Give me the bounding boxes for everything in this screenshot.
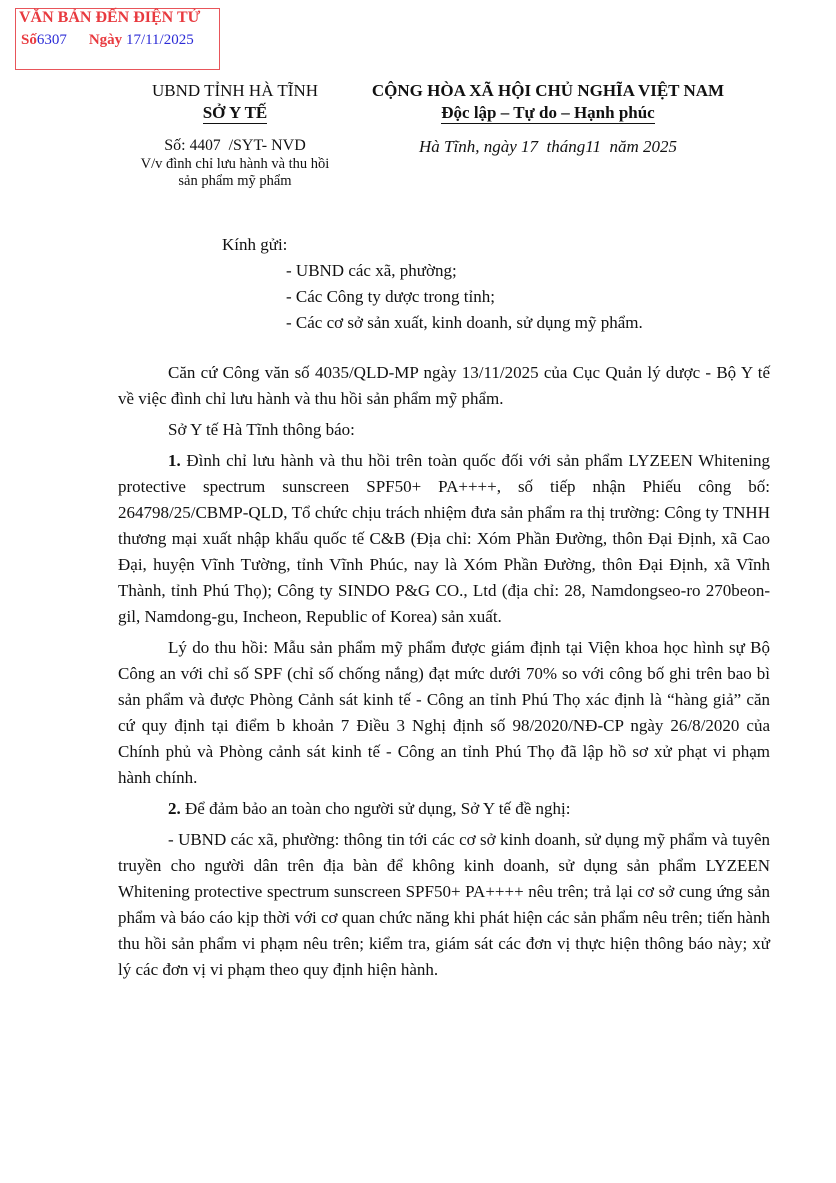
- stamp-date-label: Ngày: [88, 32, 123, 48]
- recipient-item: - UBND các xã, phường;: [286, 261, 457, 280]
- recipients-block: [222, 232, 643, 336]
- national-motto: Độc lập – Tự do – Hạnh phúc: [441, 103, 655, 122]
- issuing-agency-block: [120, 80, 350, 190]
- recipients-label: Kính gửi:: [222, 235, 288, 254]
- paragraph-request-communes: - UBND các xã, phường: thông tin tới các cơ sở kinh doanh, sử dụng mỹ phẩm và tuyên truyền cho người dân trên địa bàn để không kinh doanh, sử dụng sản phẩm LYZEEN Whitening protective spectrum sunscreen SPF50+ PA++++ nêu trên; trả lại cơ sở cung ứng sản phẩm và báo cáo kịp thời với cơ quan chức năng khi phát hiện các sản phẩm nêu trên; tiến hành thu hồi sản phẩm vi phạm nêu trên; kiểm tra, giám sát các đơn vị thực hiện thông báo này; xử lý các đơn vị vi phạm theo quy định hiện hành.: [118, 830, 770, 979]
- national-title: CỘNG HÒA XÃ HỘI CHỦ NGHĨA VIỆT NAM: [371, 81, 725, 100]
- stamp-date-value: 17/11/2025: [125, 32, 194, 48]
- agency-name: SỞ Y TẾ: [202, 103, 268, 122]
- document-number: Số: 4407 /SYT- NVD: [164, 137, 306, 154]
- paragraph-recall-reason: Lý do thu hồi: Mẫu sản phẩm mỹ phẩm được giám định tại Viện khoa học hình sự Bộ Công an với chỉ số SPF (chỉ số chống nắng) đạt mức dưới 70% so với công bố ghi trên bao bì sản phẩm và được Phòng Cảnh sát kinh tế - Công an tỉnh Phú Thọ xác định là “hàng giả” căn cứ quy định tại điểm b khoản 7 Điều 3 Nghị định số 98/2020/NĐ-CP ngày 26/8/2020 của Chính phủ và Phòng cảnh sát kinh tế - Công an tỉnh Phú Thọ đã lập hồ sơ xử phạt vi phạm hành chính.: [118, 638, 770, 787]
- document-subject-line1: V/v đình chỉ lưu hành và thu hồi: [140, 156, 330, 172]
- paragraph-legal-basis: Căn cứ Công văn số 4035/QLD-MP ngày 13/11/2025 của Cục Quản lý dược - Bộ Y tế về việc đình chỉ lưu hành và thu hồi sản phẩm mỹ phẩm.: [118, 363, 770, 408]
- recipient-item: - Các Công ty dược trong tỉnh;: [286, 287, 495, 306]
- stamp-number-label: Số: [21, 32, 37, 48]
- place-and-date: Hà Tĩnh, ngày 17 tháng11 năm 2025: [418, 137, 677, 156]
- national-header-block: [348, 80, 748, 158]
- stamp-number-date-row: [21, 32, 194, 49]
- paragraph-item-2: 2. Để đảm bảo an toàn cho người sử dụng, Sở Y tế đề nghị:: [168, 799, 571, 818]
- stamp-title: VĂN BẢN ĐẾN ĐIỆN TỬ: [19, 9, 201, 26]
- document-number-value: 4407: [189, 137, 221, 154]
- paragraph-item-1: 1. Đình chỉ lưu hành và thu hồi trên toàn quốc đối với sản phẩm LYZEEN Whitening protective spectrum sunscreen SPF50+ PA++++, số tiếp nhận Phiếu công bố: 264798/25/CBMP-QLD, Tổ chức chịu trách nhiệm đưa sản phẩm ra thị trường: Công ty TNHH thương mại xuất nhập khẩu quốc tế C&B (Địa chỉ: Xóm Phần Đường, thôn Đại Định, xã Cao Đại, huyện Vĩnh Tường, tỉnh Vĩnh Phúc, nay là Xóm Phần Đường, thôn Đại Định, xã Vĩnh Thành, tỉnh Phú Thọ); Công ty SINDO P&G CO., Ltd (địa chỉ: 28, Namdongseo-ro 270beon-gil, Namdong-gu, Incheon, Republic of Korea) sản xuất.: [118, 451, 770, 626]
- recipient-item: - Các cơ sở sản xuất, kinh doanh, sử dụng mỹ phẩm.: [286, 313, 643, 332]
- date-day: 17: [520, 137, 538, 156]
- parent-agency: UBND TỈNH HÀ TĨNH: [151, 81, 319, 100]
- document-subject-line2: sản phẩm mỹ phẩm: [178, 173, 292, 189]
- stamp-number-value: 6307: [36, 32, 67, 48]
- date-month: 11: [585, 137, 601, 156]
- document-body: [118, 360, 770, 988]
- paragraph-announcement: Sở Y tế Hà Tĩnh thông báo:: [168, 420, 355, 439]
